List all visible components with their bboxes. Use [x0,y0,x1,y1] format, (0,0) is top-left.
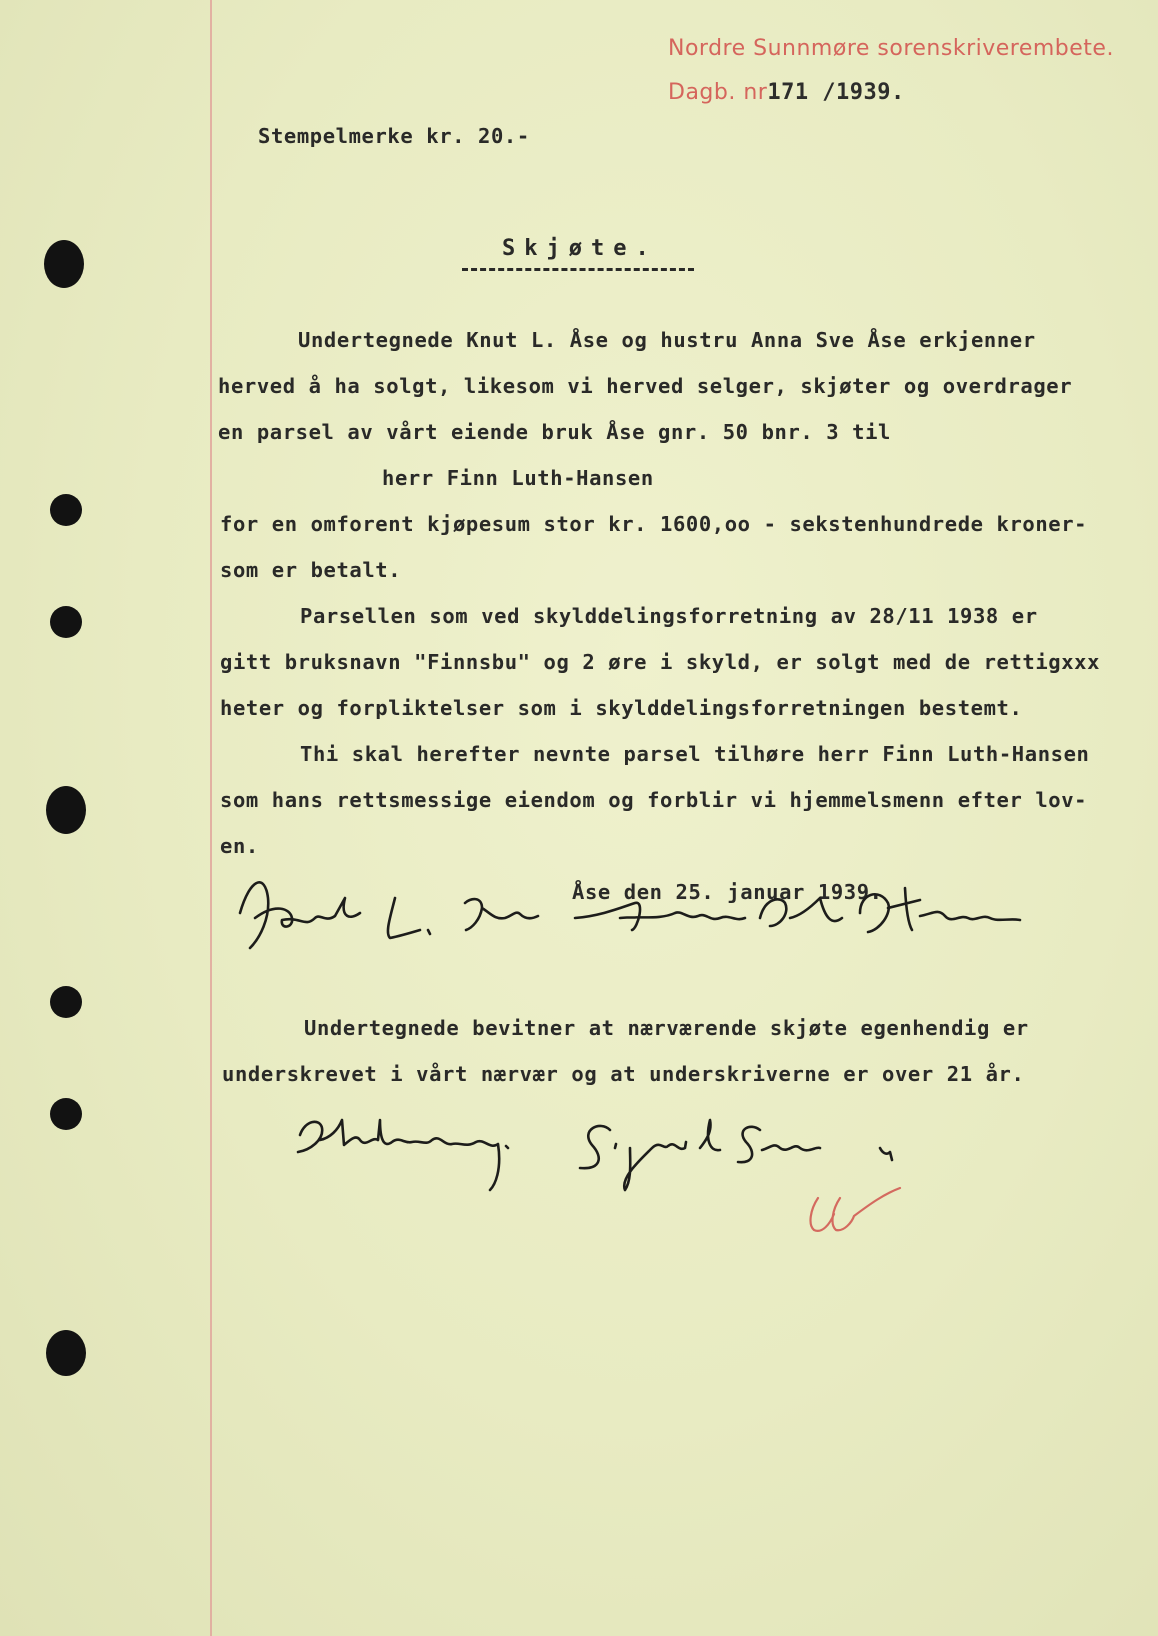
witness-line: underskrevet i vårt nærvær og at underskriverne er over 21 år. [222,1062,1025,1086]
place-date-line: Åse den 25. januar 1939. [572,880,883,904]
journal-number: 171 /1939. [767,80,905,105]
body-line: en. [220,834,259,858]
punch-hole [50,606,82,638]
body-line: herved å ha solgt, likesom vi herved selger, skjøter og overdrager [218,374,1073,398]
punch-hole [50,494,82,526]
document-title: Skjøte. [502,236,658,261]
red-pencil-mark [800,1180,910,1250]
body-line: gitt bruksnavn "Finnsbu" og 2 øre i skyld, er solgt med de rettigxxx [220,650,1101,674]
body-line: som hans rettsmessige eiendom og forblir vi hjemmelsmenn efter lov- [220,788,1088,812]
seller-signatures [220,858,1080,978]
body-line: Undertegnede Knut L. Åse og hustru Anna Sve Åse erkjenner [298,328,1036,352]
body-line: for en omforent kjøpesum stor kr. 1600,oo - sekstenhundrede kroner- [220,512,1088,536]
office-stamp: Nordre Sunnmøre sorenskriverembete. [668,36,1114,61]
punch-hole [50,986,82,1018]
stamp-fee-note: Stempelmerke kr. 20.- [258,124,530,148]
witness-line: Undertegnede bevitner at nærværende skjøte egenhendig er [304,1016,1029,1040]
journal-prefix: Dagb. nr [668,80,768,105]
body-line: Thi skal herefter nevnte parsel tilhøre herr Finn Luth-Hansen [300,742,1090,766]
buyer-name-line: herr Finn Luth-Hansen [382,466,654,490]
title-underline [462,268,694,271]
body-line: som er betalt. [220,558,402,582]
punch-hole [46,1330,86,1376]
body-line: en parsel av vårt eiende bruk Åse gnr. 50 bnr. 3 til [218,420,891,444]
body-line: heter og forpliktelser som i skylddelingsforretningen bestemt. [220,696,1023,720]
body-line: Parsellen som ved skylddelingsforretning av 28/11 1938 er [300,604,1038,628]
journal-number-stamp [668,80,905,105]
margin-rule [210,0,212,1636]
punch-hole [46,786,86,834]
punch-hole [44,240,84,288]
punch-hole [50,1098,82,1130]
